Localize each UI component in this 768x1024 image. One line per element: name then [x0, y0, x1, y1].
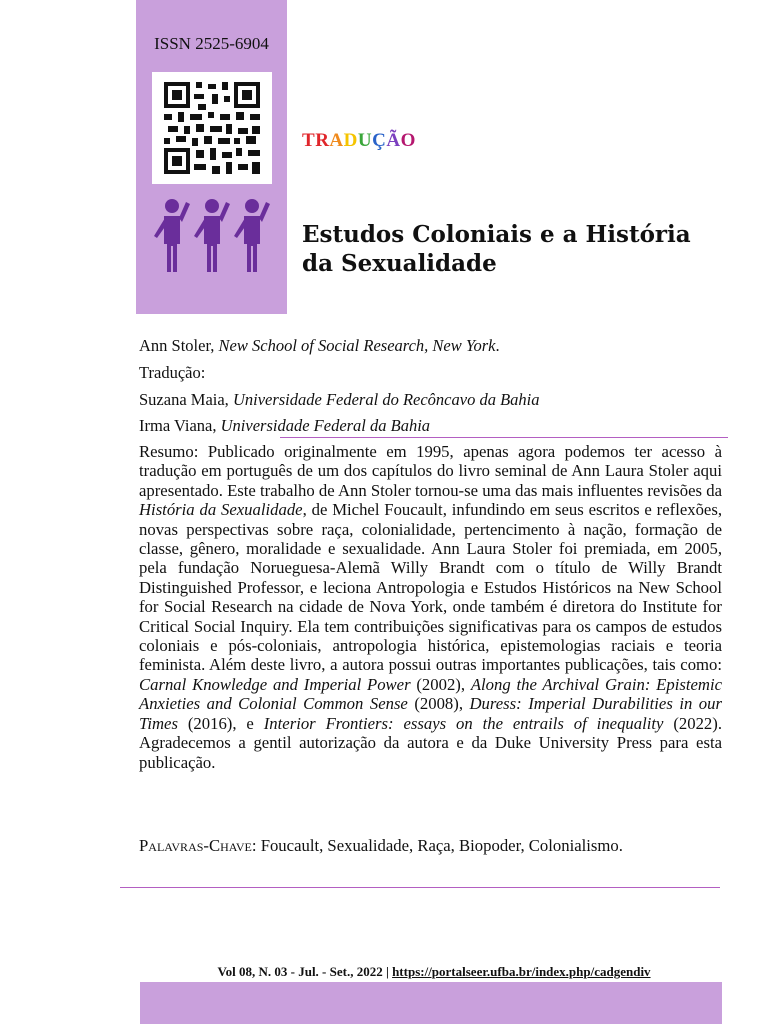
abstract-italic-3: Along the Archival Grain: Epistemic Anxieties and Colonial Common Sense [139, 674, 722, 714]
footer-bar [140, 982, 722, 1024]
footer-citation [164, 964, 704, 980]
header-divider [280, 437, 728, 438]
sidebar-panel [136, 0, 287, 314]
keywords-label: Palavras-Chave [139, 836, 252, 855]
section-tag-traducao [302, 130, 416, 152]
abstract-text-6: (2022). Agradecemos a gentil autorização da autora e da Duke University Press para esta publicação. [139, 713, 722, 772]
section-tag-letter: T [302, 130, 316, 151]
abstract-text-4: (2008), [407, 694, 470, 714]
issn-label: ISSN 2525-6904 [154, 34, 269, 53]
author-line [139, 336, 500, 356]
abstract-text-3: (2002), [410, 674, 471, 694]
section-tag-letter: D [343, 130, 358, 151]
section-tag-letter: A [329, 130, 344, 151]
translator-1-affiliation: Universidade Federal do Recôncavo da Bahia [232, 390, 540, 409]
keywords-values: Foucault, Sexualidade, Raça, Biopoder, Colonialismo. [260, 836, 623, 855]
abstract-italic-4: Duress: Imperial Durabilities in our Times [139, 694, 722, 733]
translator-2-name: Irma Viana, [139, 416, 221, 435]
translation-label: Tradução: [139, 363, 206, 382]
article-title: Estudos Coloniais e a História da Sexualidade [302, 221, 691, 277]
section-tag-letter: Ç [372, 130, 387, 151]
translator-1-name: Suzana Maia, [139, 390, 233, 409]
section-tag-letter: R [315, 130, 330, 151]
keywords-colon: : [251, 836, 261, 855]
section-tag-letter: U [357, 130, 373, 151]
author-name: Ann Stoler, [139, 336, 219, 355]
translator-1-line [139, 390, 539, 410]
person-figure-2 [194, 199, 230, 272]
abstract-divider [120, 887, 720, 888]
raised-hands-people-icon [150, 198, 274, 278]
keywords-line [139, 836, 729, 856]
footer-journal-link[interactable]: https://portalseer.ufba.br/index.php/cadgendiv [392, 964, 651, 979]
author-affiliation: New School of Social Research, New York [218, 336, 496, 355]
abstract-text-5: (2016), e [177, 713, 264, 733]
abstract-italic-1: História da Sexualidade [139, 500, 303, 520]
abstract-text-1: Resumo: Publicado originalmente em 1995, apenas agora podemos ter acesso à tradução em português de um dos capítulos do livro seminal de Ann Laura Stoler aqui apresentado. Este trabalho de Ann Stoler tornou-se uma das mais influentes revisões da [139, 442, 722, 500]
qr-code-icon[interactable] [152, 72, 272, 184]
translator-2-affiliation: Universidade Federal da Bahia [220, 416, 431, 435]
footer-issue: Vol 08, N. 03 - Jul. - Set., 2022 | [217, 964, 393, 979]
person-figure-3 [234, 199, 270, 272]
abstract-text-2: , de Michel Foucault, infundindo em seus escritos e reflexões, novas perspectivas sobre raça, colonialidade, pertencimento à nação, formação de classe, gênero, moralidade e sexualidade. Ann Laura Stoler foi premiada, em 2005, pela fundação Norueguesa-Alemã Willy Brandt com o título de Willy Brandt Distinguished Professor, e leciona Antropologia e Estudos Históricos na New School for Social Research na cidade de Nova York, onde também é diretora do Institute for Critical Social Inquiry. Ela tem contribuições significativas para os campos de estudos coloniais e pós-coloniais, antropologia histórica, epistemologias raciais e teoria feminista. Além deste livro, a autora possui outras importantes publicações, tais como: [139, 500, 722, 675]
section-tag-letter: Ã [386, 130, 401, 151]
section-tag-letter: O [400, 130, 416, 151]
person-figure-1 [154, 199, 190, 272]
abstract-paragraph [139, 442, 722, 772]
abstract-italic-5: Interior Frontiers: essays on the entrails of inequality [263, 713, 664, 733]
translator-2-line [139, 416, 430, 436]
abstract-italic-2: Carnal Knowledge and Imperial Power [139, 674, 411, 694]
author-suffix: . [495, 336, 500, 355]
